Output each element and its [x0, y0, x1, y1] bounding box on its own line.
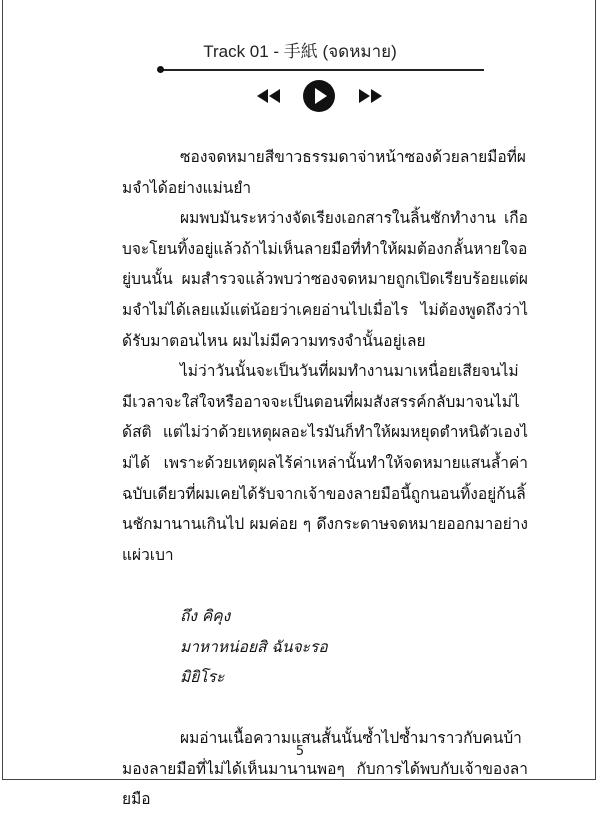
play-icon[interactable] — [302, 79, 336, 113]
story-text — [122, 142, 528, 815]
rewind-icon[interactable] — [256, 87, 282, 105]
paragraph: ไม่ว่าวันนั้นจะเป็นวันที่ผมทำงานมาเหนื่อยเสียจนไม่มีเวลาจะใส่ใจหรืออาจจะเป็นตอนที่ผมสังสรรค์กลับมาจนไม่ได้สติ แต่ไม่ว่าด้วยเหตุผลอะไรมันก็ทำให้ผมหยุดตำหนิตัวเองไม่ได้ เพราะด้วยเหตุผลไร้ค่าเหล่านั้นทำให้จดหมายแสนล้ำค่าฉบับเดียวที่ผมเคยได้รับจากเจ้าของลายมือนี้ถูกนอนทิ้งอยู่ก้นลิ้นชักมานานเกินไป ผมค่อย ๆ ดึงกระดาษจดหมายออกมาอย่างแผ่วเบา — [122, 362, 528, 564]
paragraph: ซองจดหมายสีขาวธรรมดาจ่าหน้าซองด้วยลายมือที่ผมจำได้อย่างแม่นยำ — [122, 148, 526, 197]
paragraph: ผมอ่านเนื้อความแสนสั้นนั้นซ้ำไปซ้ำมาราวกับคนบ้ามองลายมือที่ไม่ได้เห็นมานานพอๆ กับการได้พบกับเจ้าของลายมือ — [122, 729, 528, 809]
paragraph: ผมพบมันระหว่างจัดเรียงเอกสารในลิ้นชักทำงาน เกือบจะโยนทิ้งอยู่แล้วถ้าไม่เห็นลายมือที่ทำให้ผมต้องกลั้นหายใจอยู่บนนั้น ผมสำรวจแล้วพบว่าซองจดหมายถูกเปิดเรียบร้อยแต่ผมจำไม่ได้เลยแม้แต่น้อยว่าเคยอ่านไปเมื่อไร ไม่ต้องพูดถึงว่าได้รับมาตอนไหน ผมไม่มีความทรงจำนั้นอยู่เลย — [122, 209, 528, 350]
letter-signature: มิยิโระ — [180, 668, 225, 687]
track-title: Track 01 - 手紙 (จดหมาย) — [203, 42, 397, 61]
progress-bar[interactable] — [160, 69, 484, 71]
letter-greeting: ถึง คิคุง — [180, 606, 231, 625]
progress-knob[interactable] — [157, 66, 164, 73]
fast-forward-icon[interactable] — [357, 87, 383, 105]
letter-message: มาหาหน่อยสิ ฉันจะรอ — [180, 637, 328, 656]
page-number: 5 — [295, 744, 305, 759]
player-controls — [0, 79, 600, 113]
